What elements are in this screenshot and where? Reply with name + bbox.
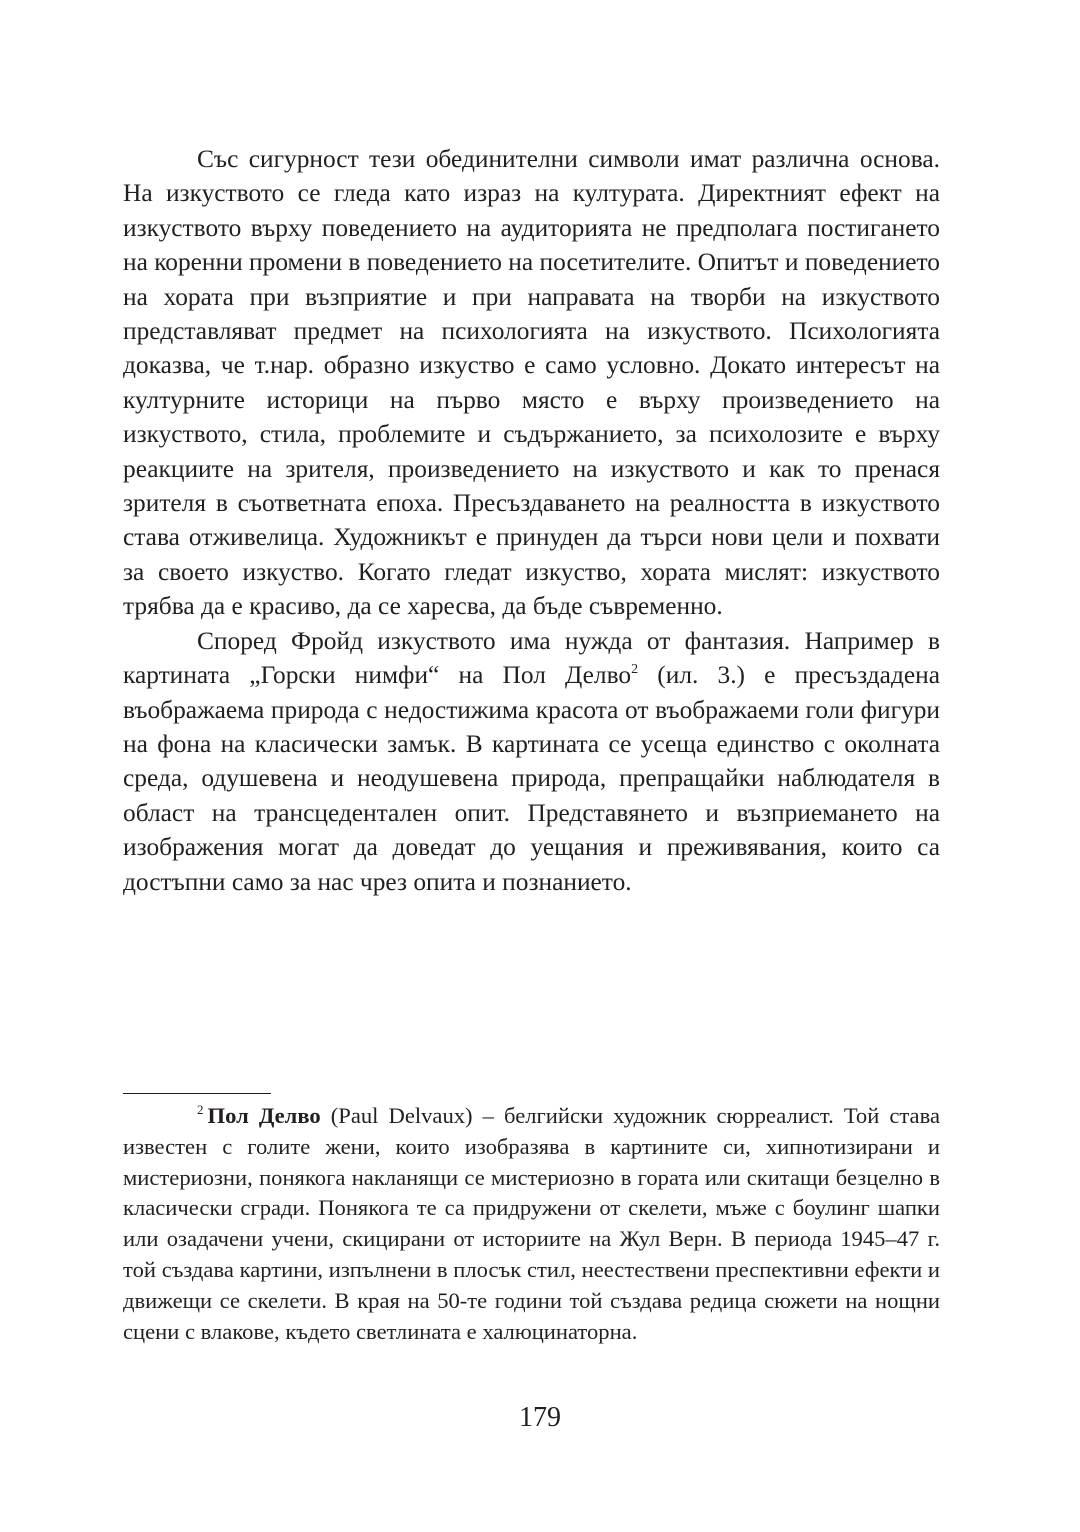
footnote: [123, 1101, 940, 1347]
footnote-text: (Paul Delvaux) – белгийски художник сюрреалист. Той става известен с голите жени, които изобразява в картините си, хипнотизирани и мистериозни, понякога накланящи се мистериозно в гората или скитащи безцелно в класически сгради. Понякога те са придружени от скелети, мъже с боулинг шапки или озадачени учени, скицирани от историите на Жул Верн. В периода 1945–47 г. той създава картини, изпълнени в плосък стил, неестествени преспективни ефекти и движещи се скелети. В края на 50-те години той създава редица сюжети на нощни сцени с влакове, където светлината е халюцинаторна.: [123, 1103, 940, 1344]
main-text: [123, 142, 940, 899]
footnote-number: 2: [197, 1102, 204, 1117]
footnote-name: Пол Делво: [207, 1103, 321, 1128]
paragraph-2-text-end: (ил. 3.) е пресъздадена въображаема природа с недостижима красота от въображаеми голи фигури на фона на класически замък. В картината се усеща единство с околната среда, одушевена и неодушевена природа, препращайки наблюдателя в област на трансцедентален опит. Представянето и възприемането на изображения могат да доведат до уещания и преживявания, които са достъпни само за нас чрез опита и познанието.: [123, 661, 940, 896]
paragraph-1: Със сигурност тези обединителни символи имат различна основа. На изкуството се гледа като израз на културата. Директният ефект на изкуството върху поведението на аудиторията не предполага постигането на коренни промени в поведението на посетителите. Опитът и поведението на хората при възприятие и при направата на творби на изкуството представляват предмет на психологията на изкуството. Психологията доказва, че т.нар. образно изкуство е само условно. Докато интересът на културните историци на първо място е върху произведението на изкуството, стила, проблемите и съдържанието, за психолозите е върху реакциите на зрителя, произведението на изкуството и как то пренася зрителя в съответната епоха. Пресъздаването на реалността в изкуството става отживелица. Художникът е принуден да търси нови цели и похвати за своето изкуство. Когато гледат изкуство, хората мислят: изкуството трябва да е красиво, да се харесва, да бъде съвременно.: [123, 145, 940, 621]
footnote-separator: [123, 1093, 271, 1094]
footnote-reference: 2: [631, 662, 639, 678]
paragraph-2: [123, 624, 940, 899]
page-number: 179: [519, 1402, 561, 1433]
paragraph-2-text-start: Според Фройд изкуството има нужда от фантазия. Например в картината „Горски нимфи“ на Пол Делво: [123, 626, 940, 690]
